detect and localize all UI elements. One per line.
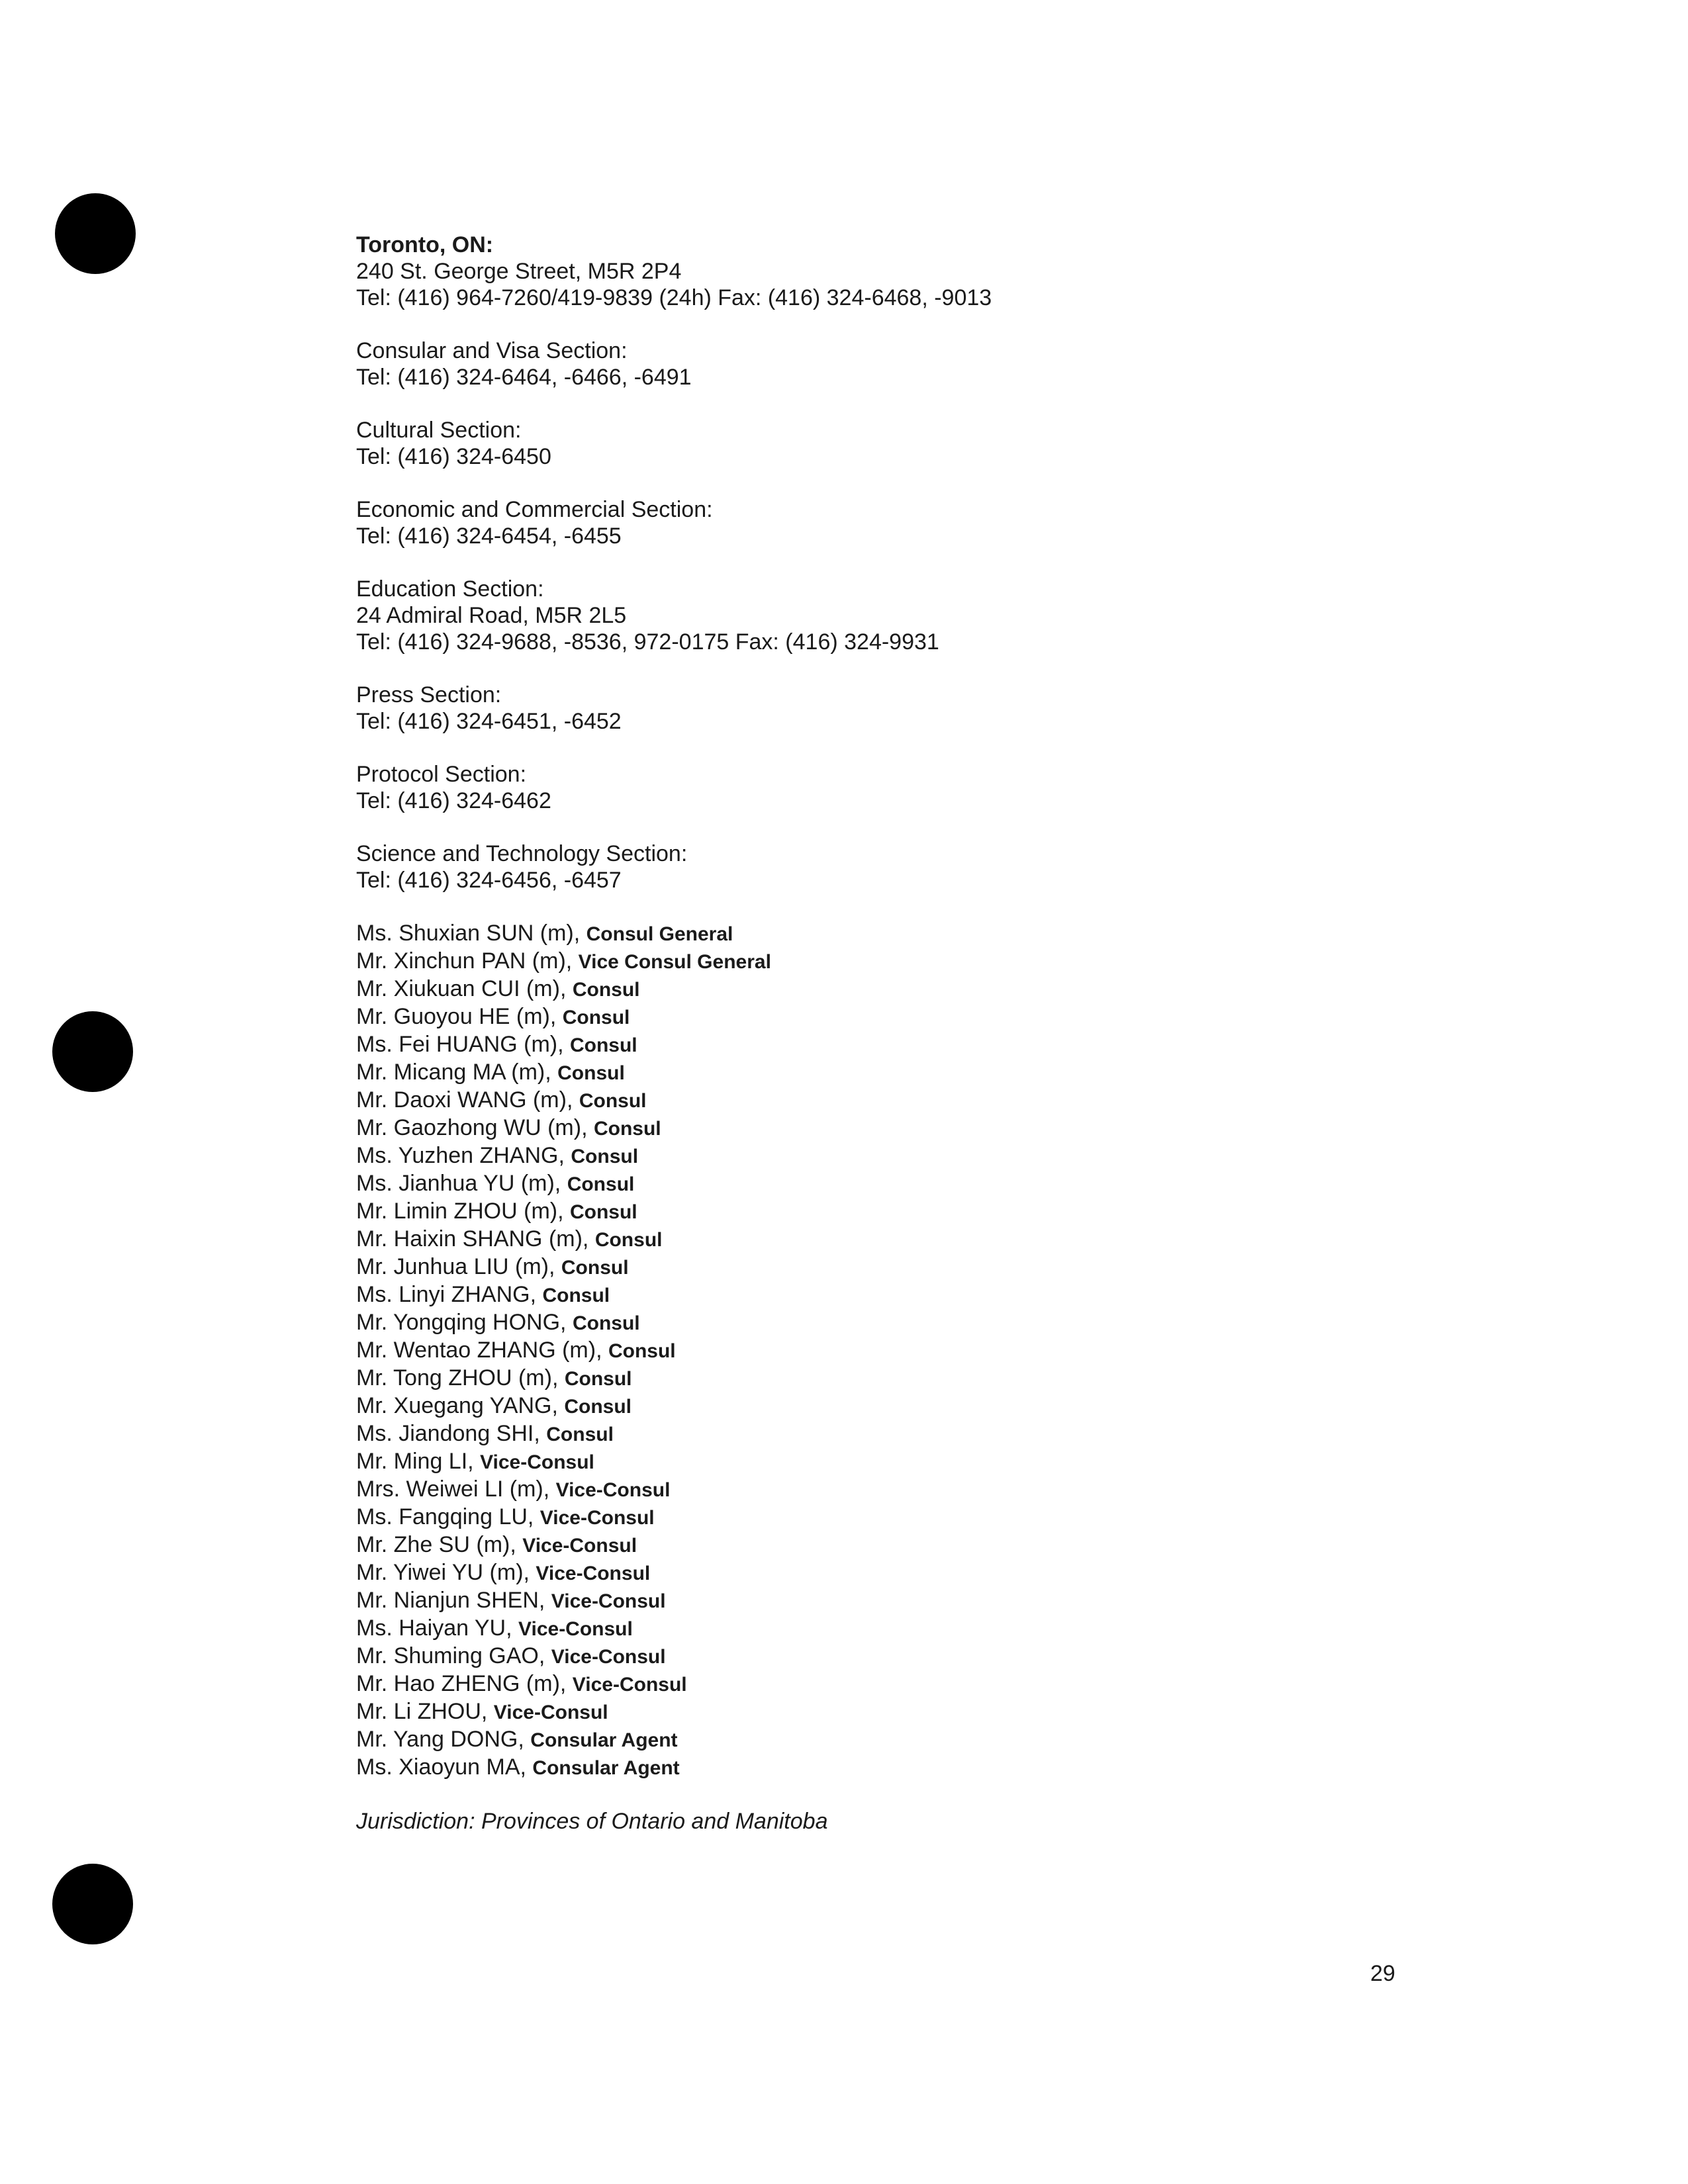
- staff-row: [356, 948, 1614, 976]
- staff-name: Ms. Haiyan YU,: [356, 1615, 519, 1641]
- staff-name: Mr. Guoyou HE (m),: [356, 1004, 563, 1029]
- staff-title: Consular Agent: [530, 1729, 678, 1751]
- binder-hole: [52, 1864, 133, 1944]
- section-title: Economic and Commercial Section:: [356, 497, 713, 522]
- staff-row: [356, 976, 1614, 1003]
- staff-name: Mr. Wentao ZHANG (m),: [356, 1338, 608, 1363]
- staff-title: Consular Agent: [532, 1757, 680, 1779]
- staff-row: [356, 1615, 1614, 1643]
- staff-row: [356, 1170, 1614, 1198]
- staff-title: Consul: [557, 1062, 625, 1084]
- staff-title: Consul: [542, 1285, 610, 1306]
- staff-row: [356, 1003, 1614, 1031]
- staff-name: Mr. Yang DONG,: [356, 1727, 531, 1752]
- staff-title: Consul: [562, 1007, 630, 1028]
- section-detail-line: Tel: (416) 324-6450: [356, 444, 551, 469]
- staff-title: Consul General: [586, 923, 733, 945]
- staff-title: Vice-Consul: [551, 1646, 666, 1668]
- staff-name: Ms. Yuzhen ZHANG,: [356, 1143, 571, 1168]
- staff-row: [356, 1226, 1614, 1253]
- consulate-entry: [356, 232, 1614, 1835]
- staff-row: [356, 1448, 1614, 1476]
- section-block: [356, 338, 1614, 390]
- section-title: Protocol Section:: [356, 762, 527, 787]
- staff-title: Consul: [561, 1257, 629, 1279]
- staff-title: Consul: [571, 1146, 639, 1167]
- staff-name: Mr. Tong ZHOU (m),: [356, 1365, 565, 1390]
- section-block: [356, 496, 1614, 549]
- staff-row: [356, 1670, 1614, 1698]
- staff-row: [356, 1531, 1614, 1559]
- section-detail-line: Tel: (416) 324-6454, -6455: [356, 523, 622, 549]
- staff-row: [356, 1142, 1614, 1170]
- staff-row: [356, 1504, 1614, 1531]
- staff-title: Vice-Consul: [522, 1535, 637, 1557]
- staff-title: Vice-Consul: [480, 1451, 594, 1473]
- section-block: [356, 841, 1614, 893]
- staff-title: Vice-Consul: [493, 1702, 608, 1723]
- staff-name: Ms. Shuxian SUN (m),: [356, 921, 586, 946]
- staff-row: [356, 1587, 1614, 1615]
- staff-row: [356, 1253, 1614, 1281]
- staff-row: [356, 920, 1614, 948]
- staff-title: Vice-Consul: [551, 1590, 666, 1612]
- section-detail-line: Tel: (416) 324-6464, -6466, -6491: [356, 365, 692, 390]
- section-title: Cultural Section:: [356, 418, 522, 443]
- staff-name: Ms. Jianhua YU (m),: [356, 1171, 567, 1196]
- staff-row: [356, 1754, 1614, 1782]
- staff-row: [356, 1698, 1614, 1726]
- section-title: Press Section:: [356, 682, 502, 707]
- staff-name: Ms. Jiandong SHI,: [356, 1421, 547, 1446]
- staff-title: Consul: [564, 1368, 632, 1390]
- staff-row: [356, 1420, 1614, 1448]
- staff-row: [356, 1643, 1614, 1670]
- staff-title: Consul: [572, 1312, 640, 1334]
- staff-title: Consul: [608, 1340, 676, 1362]
- staff-name: Mr. Gaozhong WU (m),: [356, 1115, 594, 1140]
- staff-title: Consul: [569, 1034, 637, 1056]
- staff-name: Mr. Xuegang YANG,: [356, 1393, 565, 1418]
- section-detail-line: Tel: (416) 324-6456, -6457: [356, 868, 622, 893]
- section-detail-line: Tel: (416) 324-6462: [356, 788, 551, 813]
- staff-row: [356, 1309, 1614, 1337]
- jurisdiction-note: Jurisdiction: Provinces of Ontario and Manitoba: [356, 1809, 828, 1834]
- section-detail-line: 24 Admiral Road, M5R 2L5: [356, 603, 627, 628]
- staff-name: Mr. Xiukuan CUI (m),: [356, 976, 573, 1001]
- staff-title: Vice-Consul: [536, 1563, 651, 1584]
- staff-name: Mr. Limin ZHOU (m),: [356, 1199, 570, 1224]
- staff-title: Consul: [569, 1201, 637, 1223]
- staff-name: Mr. Micang MA (m),: [356, 1060, 558, 1085]
- staff-title: Consul: [594, 1229, 663, 1251]
- staff-title: Consul: [579, 1090, 647, 1112]
- staff-name: Mr. Haixin SHANG (m),: [356, 1226, 595, 1251]
- staff-row: [356, 1559, 1614, 1587]
- staff-row: [356, 1476, 1614, 1504]
- section-title: Consular and Visa Section:: [356, 338, 628, 363]
- staff-name: Mr. Xinchun PAN (m),: [356, 948, 579, 974]
- staff-name: Mr. Zhe SU (m),: [356, 1532, 523, 1557]
- staff-title: Vice-Consul: [572, 1674, 687, 1696]
- section-title: Education Section:: [356, 576, 544, 602]
- staff-name: Mr. Hao ZHENG (m),: [356, 1671, 573, 1696]
- sections-list: [356, 338, 1614, 893]
- staff-row: [356, 1337, 1614, 1365]
- staff-name: Mrs. Weiwei LI (m),: [356, 1477, 556, 1502]
- section-block: [356, 576, 1614, 655]
- office-telephone: Tel: (416) 964-7260/419-9839 (24h) Fax: (416) 324-6468, -9013: [356, 285, 992, 310]
- section-block: [356, 682, 1614, 735]
- staff-name: Mr. Daoxi WANG (m),: [356, 1087, 579, 1113]
- page-number: 29: [1370, 1961, 1395, 1986]
- staff-row: [356, 1198, 1614, 1226]
- section-title: Science and Technology Section:: [356, 841, 688, 866]
- staff-name: Mr. Junhua LIU (m),: [356, 1254, 561, 1279]
- staff-row: [356, 1059, 1614, 1087]
- staff-title: Consul: [572, 979, 640, 1001]
- staff-title: Vice-Consul: [518, 1618, 633, 1640]
- staff-name: Mr. Yiwei YU (m),: [356, 1560, 536, 1585]
- staff-name: Mr. Shuming GAO,: [356, 1643, 551, 1668]
- staff-name: Ms. Fei HUANG (m),: [356, 1032, 570, 1057]
- staff-title: Consul: [546, 1424, 614, 1445]
- staff-name: Mr. Li ZHOU,: [356, 1699, 494, 1724]
- staff-title: Vice Consul General: [578, 951, 771, 973]
- office-heading: Toronto, ON:: [356, 232, 494, 257]
- office-address: 240 St. George Street, M5R 2P4: [356, 259, 682, 284]
- staff-row: [356, 1281, 1614, 1309]
- staff-row: [356, 1087, 1614, 1115]
- staff-title: Consul: [567, 1173, 635, 1195]
- section-block: [356, 417, 1614, 470]
- main-office-block: [356, 232, 1614, 311]
- staff-name: Mr. Yongqing HONG,: [356, 1310, 573, 1335]
- staff-list: [356, 920, 1614, 1782]
- binder-hole: [55, 193, 136, 274]
- staff-title: Vice-Consul: [539, 1507, 655, 1529]
- staff-title: Consul: [593, 1118, 661, 1140]
- staff-name: Ms. Xiaoyun MA,: [356, 1754, 533, 1780]
- staff-row: [356, 1031, 1614, 1059]
- binder-hole: [52, 1011, 133, 1092]
- section-detail-line: Tel: (416) 324-9688, -8536, 972-0175 Fax: (416) 324-9931: [356, 629, 939, 655]
- staff-row: [356, 1392, 1614, 1420]
- staff-name: Mr. Ming LI,: [356, 1449, 481, 1474]
- section-block: [356, 761, 1614, 814]
- staff-row: [356, 1726, 1614, 1754]
- staff-name: Ms. Fangqing LU,: [356, 1504, 540, 1529]
- staff-title: Vice-Consul: [555, 1479, 671, 1501]
- staff-name: Mr. Nianjun SHEN,: [356, 1588, 551, 1613]
- staff-title: Consul: [564, 1396, 632, 1418]
- staff-row: [356, 1365, 1614, 1392]
- section-detail-line: Tel: (416) 324-6451, -6452: [356, 709, 622, 734]
- staff-name: Ms. Linyi ZHANG,: [356, 1282, 543, 1307]
- staff-row: [356, 1115, 1614, 1142]
